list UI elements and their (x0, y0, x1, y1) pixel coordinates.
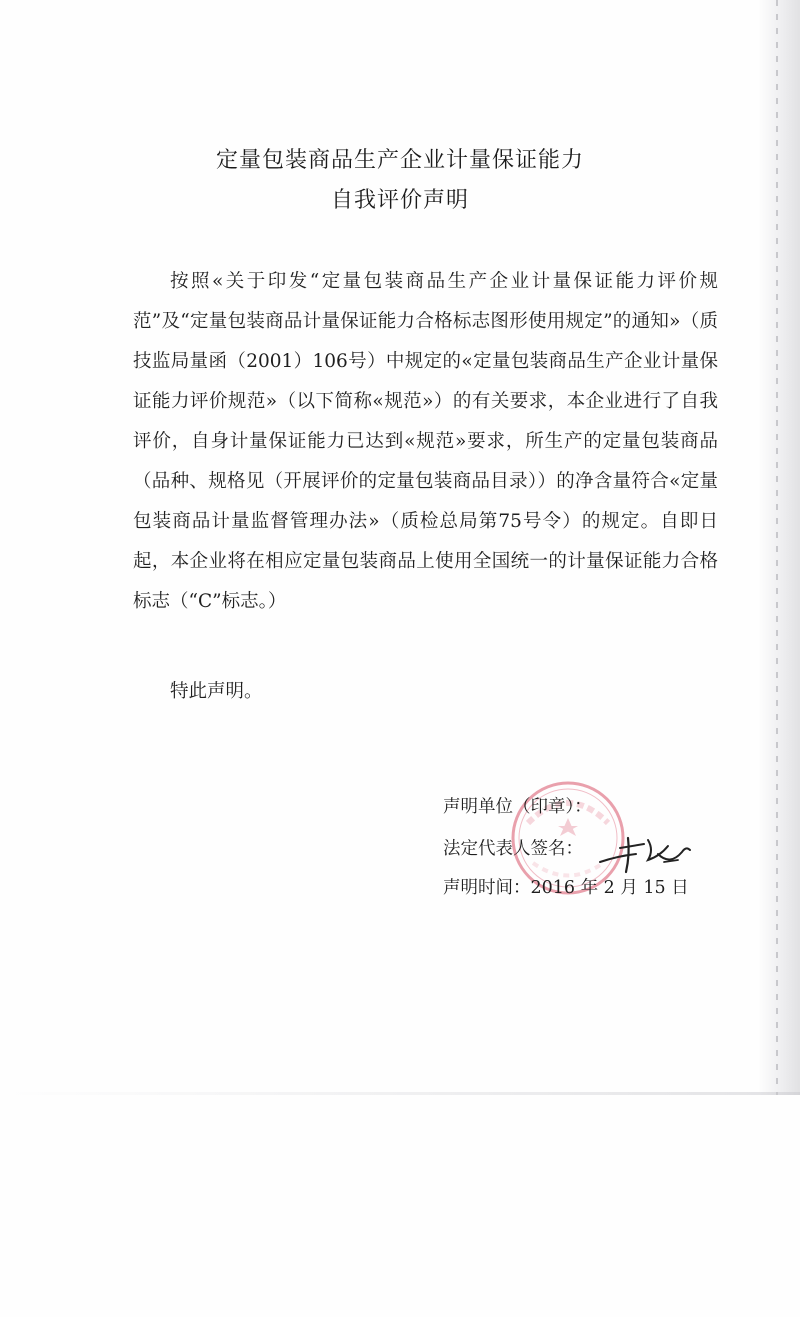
declaration-date: 声明时间：2016 年 2 月 15 日 (443, 878, 689, 898)
legal-representative-label: 法定代表人签名： (443, 839, 583, 859)
declaring-unit-label: 声明单位（印章）： (443, 797, 592, 817)
scan-bottom-edge (0, 1092, 800, 1095)
declaration-body: 按照«关于印发“定量包装商品生产企业计量保证能力评价规范”及“定量包装商品计量保证能力合格标志图形使用规定”的通知»（质技监局量函（2001）106号）中规定的«定量包装商品生产企业计量保证能力评价规范»（以下简称«规范»）的有关要求，本企业进行了自我评价，自身计量保证能力已达到«规范»要求，所生产的定量包装商品（品种、规格见（开展评价的定量包装商品目录））的净含量符合«定量包装商品计量监督管理办法»（质检总局第75号令）的规定。自即日起，本企业将在相应定量包装商品上使用全国统一的计量保证能力合格标志（“C”标志。） (133, 271, 718, 612)
document-title-line1: 定量包装商品生产企业计量保证能力 (215, 148, 584, 173)
closing-statement: 特此声明。 (170, 681, 263, 702)
document-title-line2: 自我评价声明 (330, 188, 469, 213)
handwritten-signature-icon (598, 826, 698, 876)
